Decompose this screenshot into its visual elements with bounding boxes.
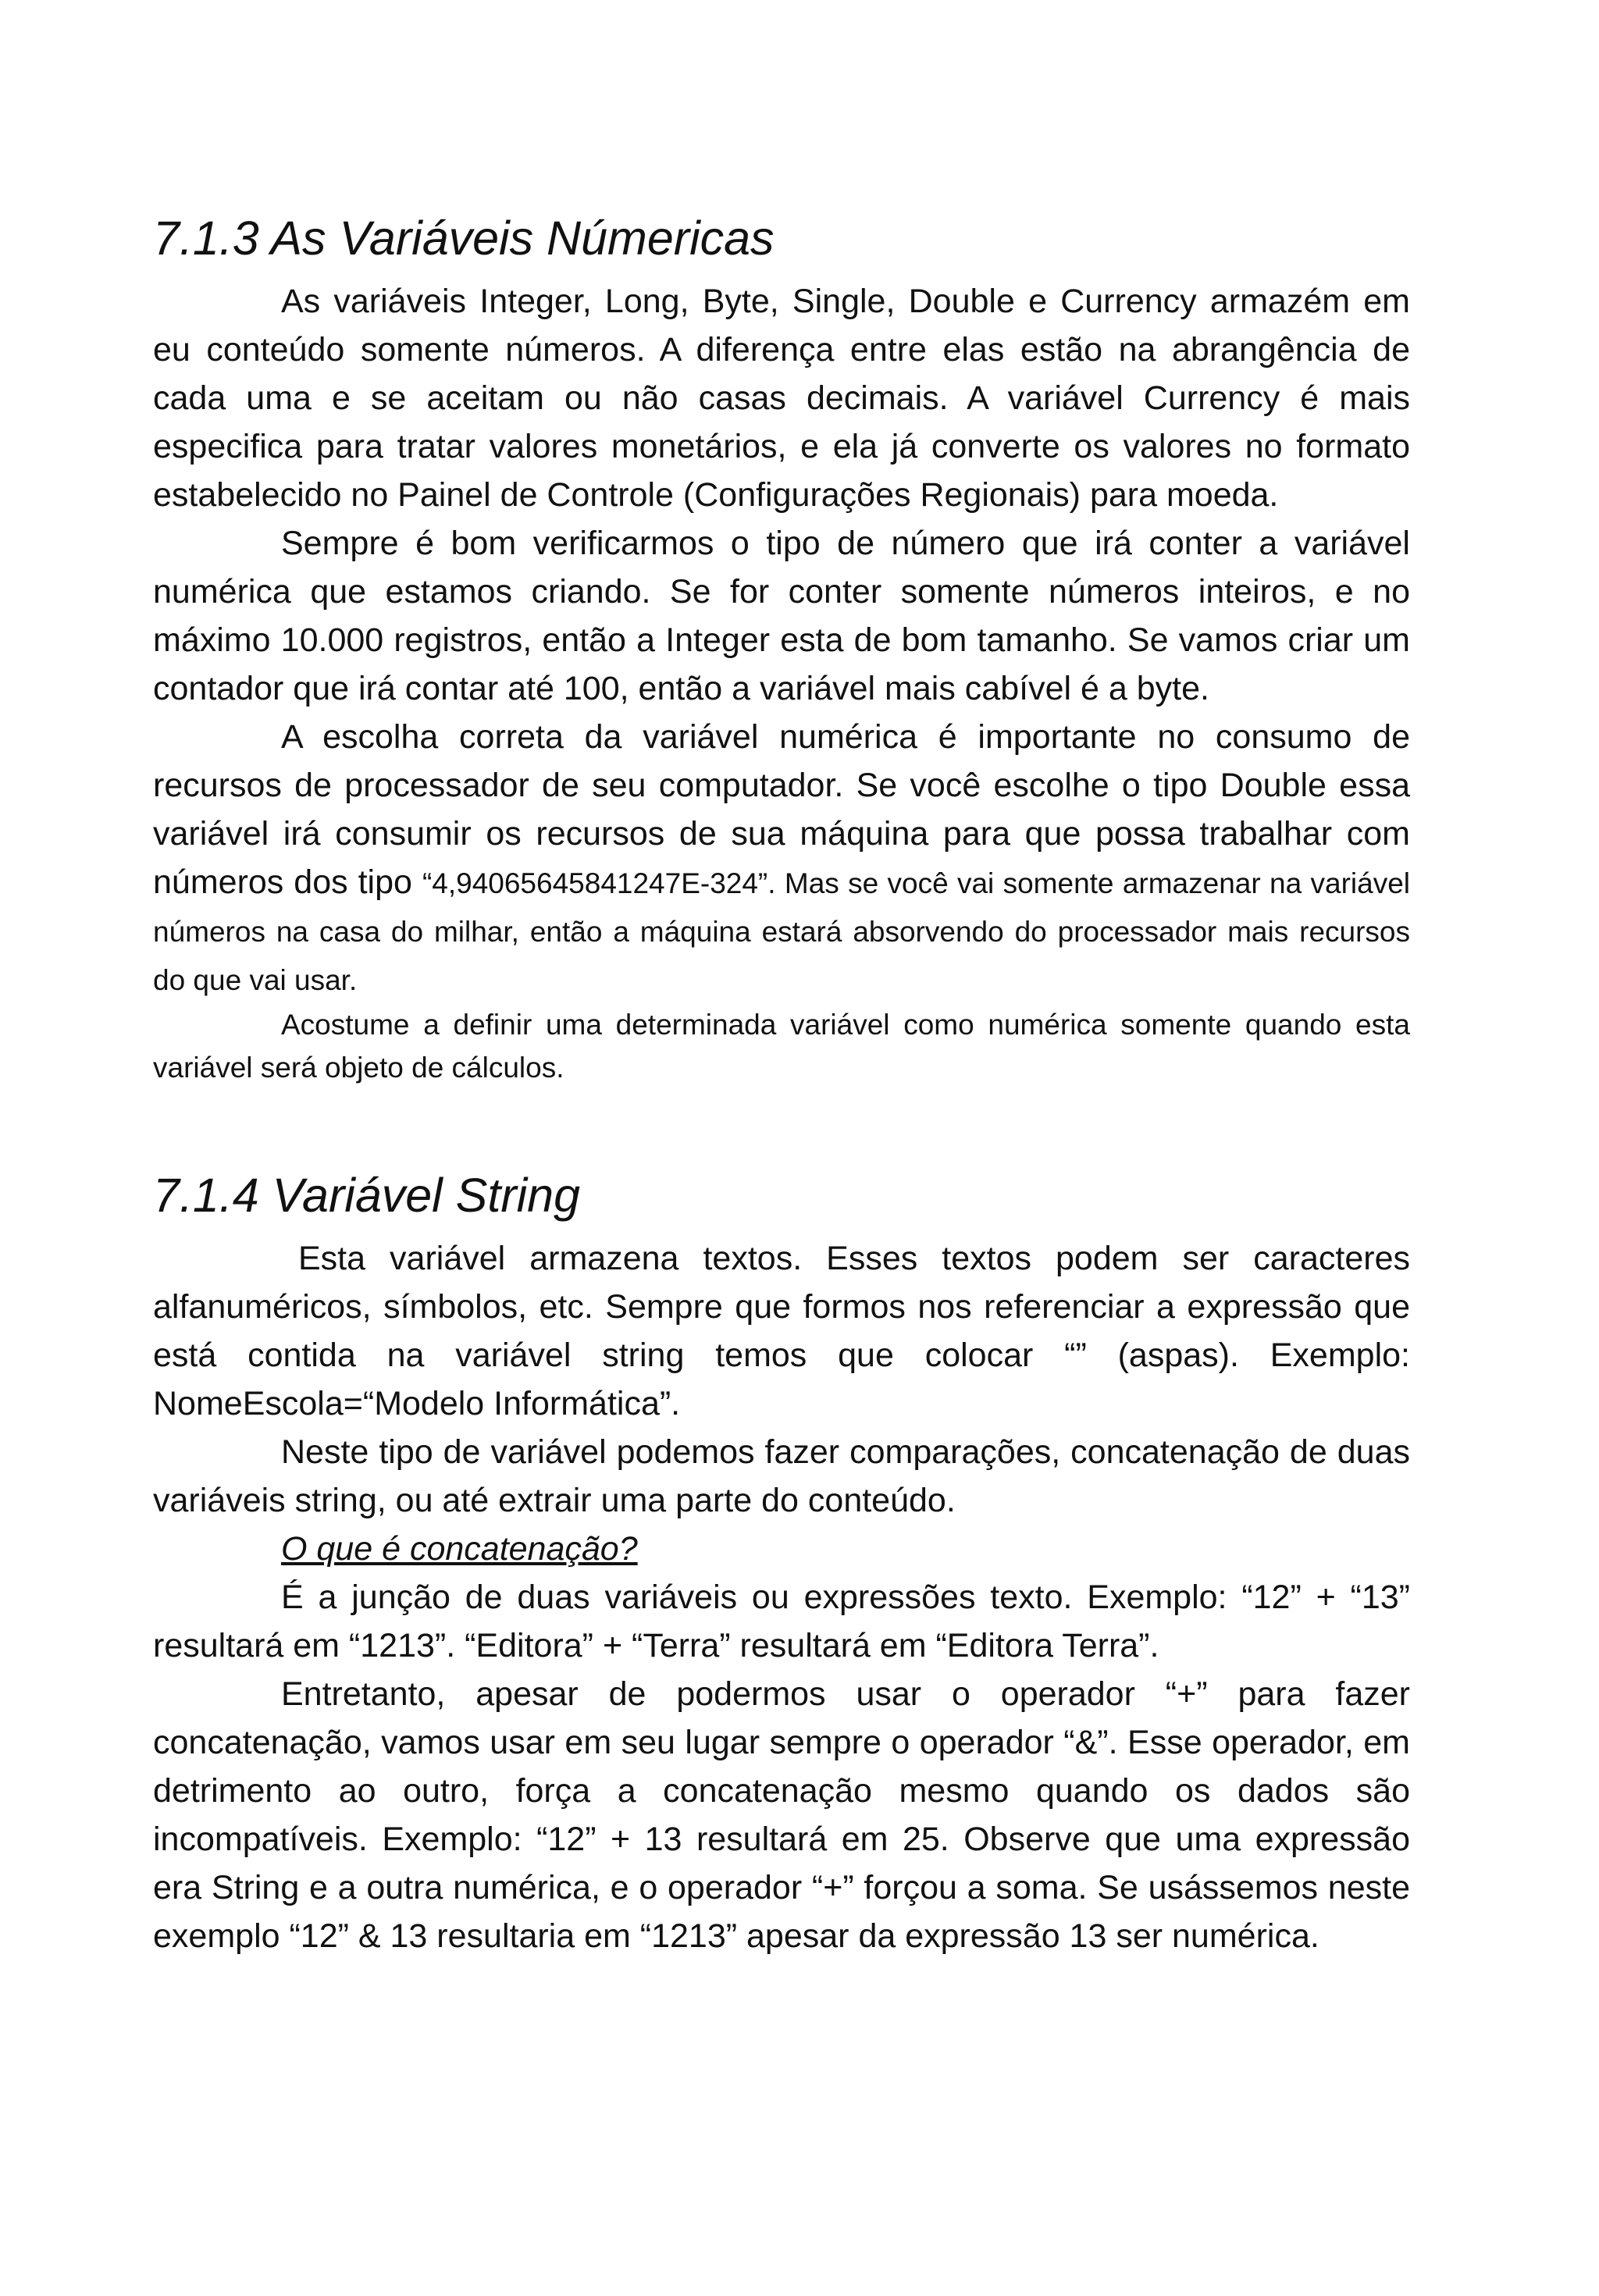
paragraph: Acostume a definir uma determinada variável como numérica somente quando esta variável será objeto de cálculos. [153, 1009, 1410, 1084]
paragraph: Sempre é bom verificarmos o tipo de número que irá conter a variável numérica que estamos criando. Se for conter somente números inteiros, e no máximo 10.000 registros, então a Integer esta de bom tamanho. Se vamos criar um contador que irá contar até 100, então a variável mais cabível é a byte. [153, 525, 1410, 707]
paragraph: Esta variável armazena textos. Esses textos podem ser caracteres alfanuméricos, símbolos, etc. Sempre que formos nos referenciar a expressão que está contida na variável string temos que colocar “” (aspas). Exemplo: NomeEscola=“Modelo Informática”. [153, 1240, 1410, 1422]
paragraph: É a junção de duas variáveis ou expressões texto. Exemplo: “12” + “13” resultará em “1213”. “Editora” + “Terra” resultará em “Editora Terra”. [153, 1579, 1410, 1664]
question-text: O que é concatenação? [281, 1530, 638, 1568]
section-heading: 7.1.4 Variável String [153, 1169, 581, 1222]
section-string-variable [153, 1164, 1410, 1960]
paragraph-text-small: Mas se você vai somente armazenar na variável números na casa do milhar, então a máquina estará absorvendo do processador mais recursos do que vai usar. [153, 867, 1410, 996]
paragraph: Neste tipo de variável podemos fazer comparações, concatenação de duas variáveis string, ou até extrair uma parte do conteúdo. [153, 1433, 1410, 1519]
section-numeric-variables [153, 207, 1410, 1089]
paragraph-text: A escolha correta da variável numérica é importante no consumo de recursos de processador de seu computador. Se você escolhe o tipo Double essa variável irá consumir os recursos de sua máquina para que possa trabalhar com números dos tipo [153, 718, 1410, 901]
number-example: “4,94065645841247E-324”. [422, 867, 776, 899]
paragraph: As variáveis Integer, Long, Byte, Single, Double e Currency armazém em eu conteúdo somente números. A diferença entre elas estão na abrangência de cada uma e se aceitam ou não casas decimais. A variável Currency é mais especifica para tratar valores monetários, e ela já converte os valores no formato estabelecido no Painel de Controle (Configurações Regionais) para moeda. [153, 283, 1410, 514]
paragraph: Entretanto, apesar de podermos usar o operador “+” para fazer concatenação, vamos usar em seu lugar sempre o operador “&”. Esse operador, em detrimento ao outro, força a concatenação mesmo quando os dados são incompatíveis. Exemplo: “12” + 13 resultará em 25. Observe que uma expressão era String e a outra numérica, e o operador “+” forçou a soma. Se usássemos neste exemplo “12” & 13 resultaria em “1213” apesar da expressão 13 ser numérica. [153, 1675, 1410, 1955]
question-line [153, 1525, 1410, 1573]
section-heading: 7.1.3 As Variáveis Númericas [153, 212, 775, 265]
document-page [153, 207, 1410, 1960]
paragraph [153, 713, 1410, 1003]
